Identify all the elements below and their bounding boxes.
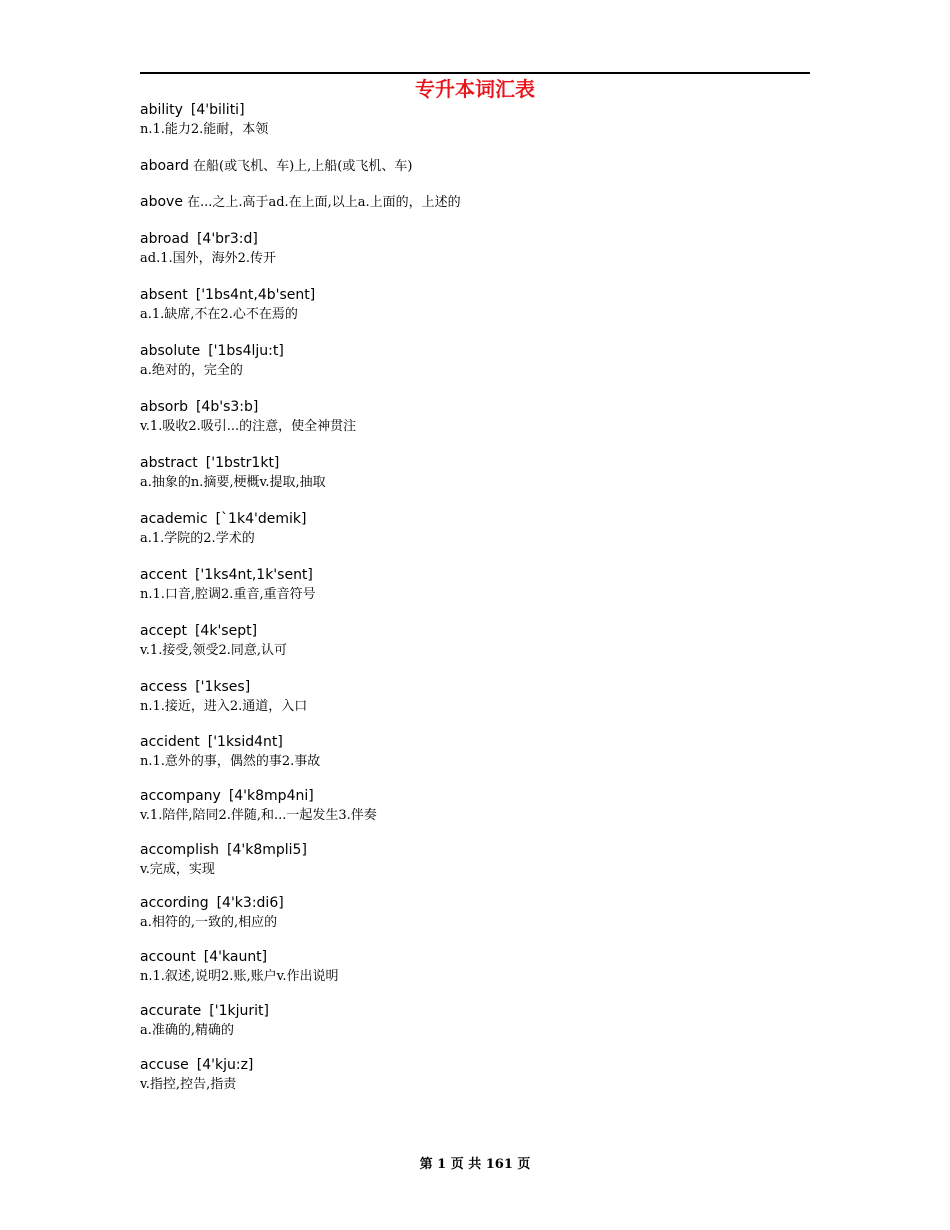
header-rule: [140, 72, 810, 74]
entry-pronunciation: [4'k8mp4ni]: [228, 788, 314, 804]
entry-pronunciation: [4'biliti]: [190, 102, 245, 118]
entry-definition: a.1.缺席,不在2.心不在焉的: [140, 307, 298, 322]
entry-definition: n.1.能力2.能耐，本领: [140, 122, 269, 137]
page-footer: 第 1 页 共 161 页: [419, 1157, 531, 1172]
entry-word: aboard: [140, 158, 190, 174]
entry-word: access: [140, 679, 188, 695]
entry-definition: v.指控,控告,指责: [140, 1077, 237, 1092]
entry-pronunciation: [4'k8mpli5]: [227, 842, 307, 858]
vocab-entry: [140, 398, 810, 436]
entry-word: absent: [140, 287, 188, 303]
entry-definition: v.1.接受,领受2.同意,认可: [140, 643, 288, 658]
entry-pronunciation: ['1kjurit]: [209, 1003, 269, 1019]
entry-definition: a.准确的,精确的: [140, 1023, 235, 1038]
entry-pronunciation: ['1ksid4nt]: [207, 734, 283, 750]
entry-pronunciation: [4'kaunt]: [203, 949, 268, 965]
vocab-entry: [140, 733, 810, 771]
entry-definition: v.1.陪伴,陪同2.伴随,和...一起发生3.伴奏: [140, 808, 377, 823]
entry-definition: a.抽象的n.摘要,梗概v.提取,抽取: [140, 475, 326, 490]
vocab-entry: [140, 454, 810, 492]
entry-word: absolute: [140, 343, 201, 359]
entry-definition: ad.1.国外，海外2.传开: [140, 251, 277, 266]
entry-definition: a.绝对的，完全的: [140, 363, 243, 378]
vocab-entry: [140, 1002, 810, 1040]
entry-word: accuse: [140, 1057, 189, 1073]
entry-definition: n.1.叙述,说明2.账,账户v.作出说明: [140, 969, 339, 984]
vocab-entry: [140, 230, 810, 268]
vocab-entry: [140, 678, 810, 716]
entry-word: above: [140, 194, 183, 210]
entry-word: abroad: [140, 231, 189, 247]
vocab-entry: [140, 894, 810, 932]
entry-definition: v.1.吸收2.吸引...的注意，使全神贯注: [140, 419, 357, 434]
vocab-entry: [140, 157, 810, 176]
entry-pronunciation: ['1bstr1kt]: [205, 455, 280, 471]
vocab-entry: [140, 286, 810, 324]
entry-definition: n.1.接近，进入2.通道，入口: [140, 699, 308, 714]
document-title: 专升本词汇表: [415, 77, 535, 101]
vocab-entry: [140, 193, 810, 212]
entry-definition: a.相符的,一致的,相应的: [140, 915, 278, 930]
vocab-entry: [140, 342, 810, 380]
entry-word: according: [140, 895, 209, 911]
entry-definition: n.1.口音,腔调2.重音,重音符号: [140, 587, 316, 602]
vocab-entry: [140, 948, 810, 986]
vocab-entry: [140, 622, 810, 660]
entry-pronunciation: [4'kju:z]: [196, 1057, 254, 1073]
entry-word: academic: [140, 511, 208, 527]
entry-definition: n.1.意外的事，偶然的事2.事故: [140, 754, 321, 769]
entry-pronunciation: ['1bs4nt,4b'sent]: [195, 287, 316, 303]
vocab-entry: [140, 101, 810, 139]
entry-pronunciation: ['1bs4lju:t]: [208, 343, 284, 359]
entry-pronunciation: [4'br3:d]: [196, 231, 258, 247]
entry-definition: 在船(或飞机、车)上,上船(或飞机、车): [193, 159, 413, 174]
entry-word: account: [140, 949, 196, 965]
entry-pronunciation: ['1kses]: [195, 679, 251, 695]
entry-word: accident: [140, 734, 200, 750]
entry-word: abstract: [140, 455, 198, 471]
vocab-entry: [140, 787, 810, 825]
vocab-entry: [140, 510, 810, 548]
entry-word: accurate: [140, 1003, 202, 1019]
entry-word: accept: [140, 623, 187, 639]
vocab-entry: [140, 566, 810, 604]
entry-definition: a.1.学院的2.学术的: [140, 531, 255, 546]
entry-definition: v.完成，实现: [140, 862, 215, 877]
entry-pronunciation: [4'k3:di6]: [216, 895, 284, 911]
entry-word: ability: [140, 102, 183, 118]
entry-pronunciation: [4k'sept]: [194, 623, 258, 639]
entry-definition: 在...之上.高于ad.在上面,以上a.上面的，上述的: [186, 195, 461, 210]
entry-word: accent: [140, 567, 187, 583]
entry-pronunciation: [4b's3:b]: [195, 399, 259, 415]
entry-word: accompany: [140, 788, 221, 804]
vocab-entry: [140, 1056, 810, 1094]
entry-pronunciation: ['1ks4nt,1k'sent]: [194, 567, 313, 583]
entry-pronunciation: [`1k4'demik]: [215, 511, 307, 527]
vocab-entry: [140, 841, 810, 879]
entry-word: accomplish: [140, 842, 220, 858]
entry-word: absorb: [140, 399, 188, 415]
